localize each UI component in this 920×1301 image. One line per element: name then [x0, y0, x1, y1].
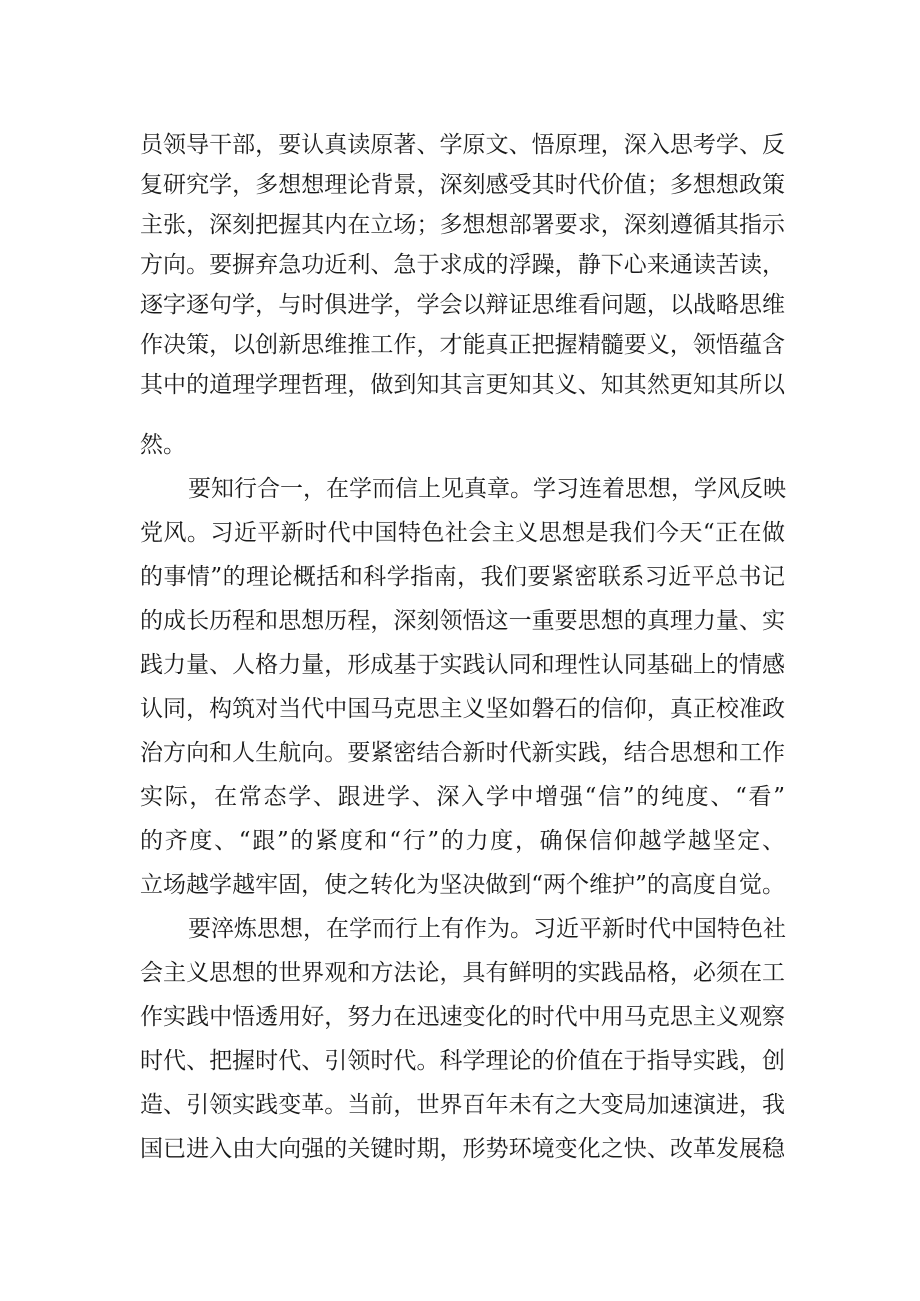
text-line: 实际，在常态学、跟进学、深入学中增强“信”的纯度、“看”	[140, 784, 785, 810]
text-line: 作决策，以创新思维推工作，才能真正把握精髓要义，领悟蕴含	[140, 332, 785, 358]
text-line: 复研究学，多想想理论背景，深刻感受其时代价值；多想想政策	[140, 172, 785, 198]
text-line: 员领导干部，要认真读原著、学原文、悟原理，深入思考学、反	[140, 132, 785, 158]
text-line: 要知行合一，在学而信上见真章。学习连着思想，学风反映	[188, 476, 786, 502]
text-line: 的齐度、“跟”的紧度和“行”的力度，确保信仰越学越坚定、	[140, 828, 785, 854]
text-line: 立场越学越牢固，使之转化为坚决做到“两个维护”的高度自觉。	[140, 872, 785, 898]
text-line: 认同，构筑对当代中国马克思主义坚如磐石的信仰，真正校准政	[140, 696, 785, 722]
text-line: 要淬炼思想，在学而行上有作为。习近平新时代中国特色社	[188, 916, 786, 942]
text-line: 会主义思想的世界观和方法论，具有鲜明的实践品格，必须在工	[140, 960, 785, 986]
text-line: 国已进入由大向强的关键时期，形势环境变化之快、改革发展稳	[140, 1136, 785, 1162]
text-line: 其中的道理学理哲理，做到知其言更知其义、知其然更知其所以	[140, 372, 785, 398]
text-line: 主张，深刻把握其内在立场；多想想部署要求，深刻遵循其指示	[140, 212, 785, 238]
text-line: 然。	[140, 432, 186, 458]
text-line: 时代、把握时代、引领时代。科学理论的价值在于指导实践，创	[140, 1048, 785, 1074]
text-line: 逐字逐句学，与时俱进学，学会以辩证思维看问题，以战略思维	[140, 292, 785, 318]
text-line: 的成长历程和思想历程，深刻领悟这一重要思想的真理力量、实	[140, 608, 785, 634]
text-line: 的事情”的理论概括和科学指南，我们要紧密联系习近平总书记	[140, 564, 785, 590]
text-line: 党风。习近平新时代中国特色社会主义思想是我们今天“正在做	[140, 520, 785, 546]
text-line: 践力量、人格力量，形成基于实践认同和理性认同基础上的情感	[140, 652, 785, 678]
text-line: 造、引领实践变革。当前，世界百年未有之大变局加速演进，我	[140, 1092, 785, 1118]
text-line: 方向。要摒弃急功近利、急于求成的浮躁，静下心来通读苦读，	[140, 252, 785, 278]
text-line: 治方向和人生航向。要紧密结合新时代新实践，结合思想和工作	[140, 740, 785, 766]
text-line: 作实践中悟透用好，努力在迅速变化的时代中用马克思主义观察	[140, 1004, 785, 1030]
